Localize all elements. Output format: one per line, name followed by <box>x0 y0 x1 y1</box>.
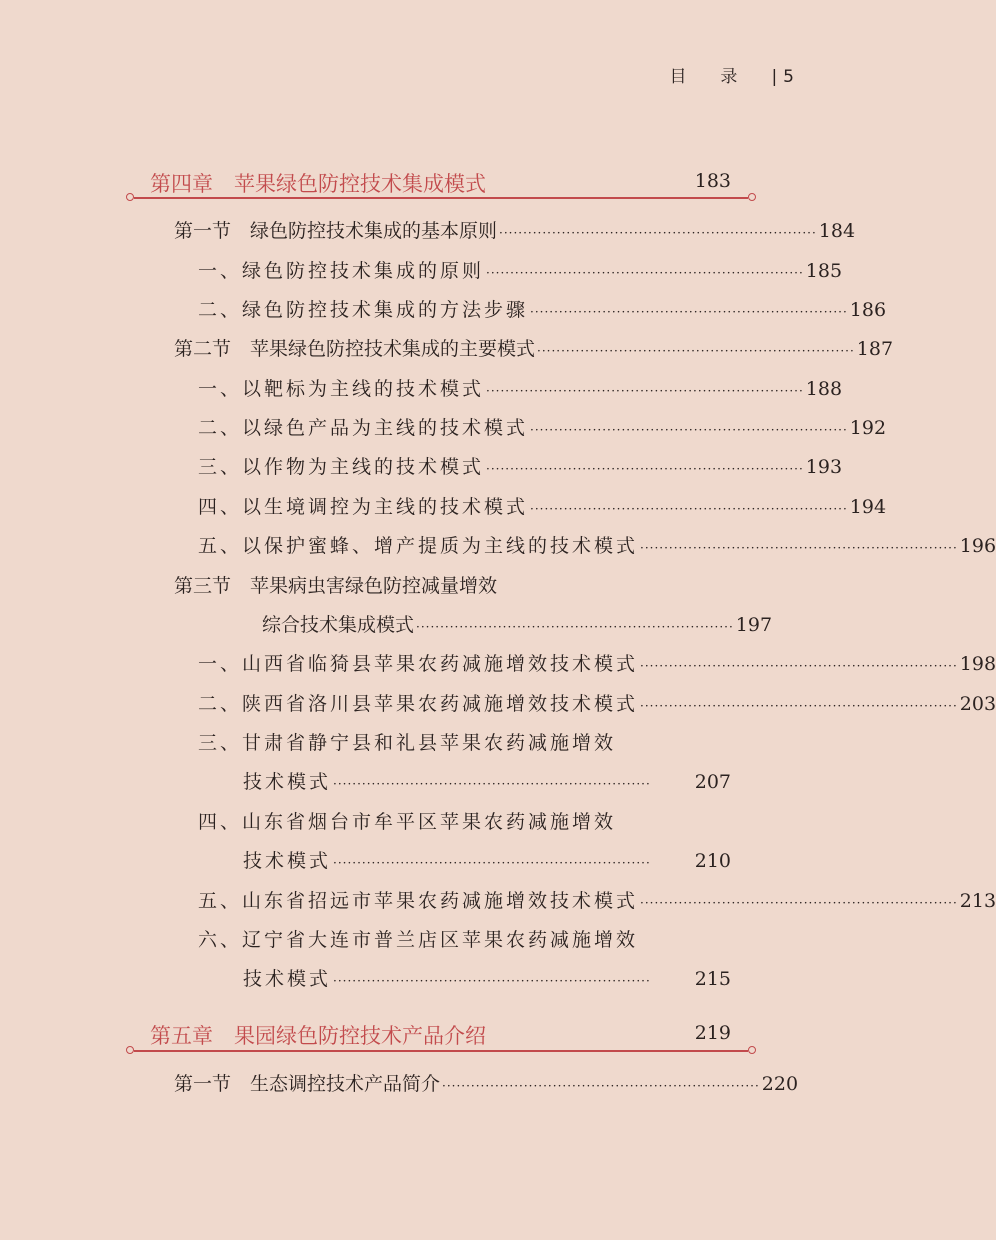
toc-entry-line[interactable]: 第三节 苹果病虫害绿色防控减量增效 <box>174 575 498 597</box>
leader-dots: ·································································· <box>530 305 848 319</box>
entry-title: 第一节 生态调控技术产品简介 <box>174 1073 441 1095</box>
chapter-title: 第四章 苹果绿色防控技术集成模式 <box>150 172 486 196</box>
leader-dots: ·································································· <box>333 856 651 870</box>
toc-entry[interactable] <box>174 1069 799 1099</box>
toc-entry[interactable] <box>198 374 843 404</box>
entry-page-number: 185 <box>805 260 843 282</box>
entry-title: 二、陕西省洛川县苹果农药减施增效技术模式 <box>198 693 639 715</box>
leader-dots: ·································································· <box>486 462 804 476</box>
leader-dots: ·································································· <box>486 266 804 280</box>
entry-page-number: 220 <box>761 1073 799 1095</box>
chapter-title: 第五章 果园绿色防控技术产品介绍 <box>150 1024 486 1048</box>
toc-entry[interactable] <box>198 413 887 443</box>
entry-title: 三、以作物为主线的技术模式 <box>198 456 485 478</box>
leader-dots: ·································································· <box>530 502 848 516</box>
leader-dots: ·································································· <box>530 423 848 437</box>
entry-title: 五、山东省招远市苹果农药减施增效技术模式 <box>198 890 639 912</box>
entry-title: 技术模式 <box>243 771 332 793</box>
entry-page-number: 197 <box>735 614 773 636</box>
entry-title: 四、以生境调控为主线的技术模式 <box>198 496 529 518</box>
entry-page-number: 215 <box>694 968 731 990</box>
entry-page-number: 187 <box>856 338 894 360</box>
entry-title: 第一节 绿色防控技术集成的基本原则 <box>174 220 498 242</box>
entry-title: 一、绿色防控技术集成的原则 <box>198 260 485 282</box>
toc-entry[interactable] <box>174 216 856 246</box>
leader-dots: ·································································· <box>333 777 651 791</box>
leader-dots: ·································································· <box>640 659 958 673</box>
entry-page-number: 188 <box>805 378 843 400</box>
entry-page-number: 207 <box>694 771 731 793</box>
entry-page-number: 186 <box>849 299 887 321</box>
chapter-page-number: 219 <box>694 1022 731 1044</box>
header-divider: | <box>771 67 778 87</box>
entry-title: 五、以保护蜜蜂、增产提质为主线的技术模式 <box>198 535 639 557</box>
entry-page-number: 193 <box>805 456 843 478</box>
leader-dots: ·································································· <box>537 344 855 358</box>
entry-title: 技术模式 <box>243 850 332 872</box>
leader-dots: ·································································· <box>416 620 734 634</box>
chapter-rule <box>134 1050 748 1052</box>
leader-dots: ·································································· <box>640 896 958 910</box>
toc-entry[interactable] <box>174 334 894 364</box>
entry-title: 综合技术集成模式 <box>262 614 415 636</box>
entry-page-number: 213 <box>959 890 996 912</box>
toc-entry-line[interactable]: 六、辽宁省大连市普兰店区苹果农药减施增效 <box>198 929 639 951</box>
toc-entry[interactable] <box>243 846 731 876</box>
toc-entry[interactable] <box>198 531 996 561</box>
running-header <box>669 62 794 87</box>
entry-page-number: 184 <box>818 220 856 242</box>
toc-entry[interactable] <box>198 492 887 522</box>
leader-dots: ·································································· <box>499 226 817 240</box>
toc-entry[interactable] <box>198 649 996 679</box>
entry-title: 技术模式 <box>243 968 332 990</box>
toc-entry[interactable] <box>198 452 843 482</box>
leader-dots: ·································································· <box>640 541 958 555</box>
entry-title: 一、以靶标为主线的技术模式 <box>198 378 485 400</box>
toc-entry-line[interactable]: 四、山东省烟台市牟平区苹果农药减施增效 <box>198 811 617 833</box>
entry-page-number: 194 <box>849 496 887 518</box>
toc-entry[interactable] <box>262 610 773 640</box>
toc-entry[interactable] <box>198 256 843 286</box>
entry-page-number: 192 <box>849 417 887 439</box>
entry-page-number: 203 <box>959 693 996 715</box>
chapter-page-number: 183 <box>694 170 731 192</box>
leader-dots: ·································································· <box>333 974 651 988</box>
toc-entry[interactable] <box>243 767 731 797</box>
leader-dots: ·································································· <box>486 384 804 398</box>
toc-entry[interactable] <box>198 886 996 916</box>
toc-entry-line[interactable]: 三、甘肃省静宁县和礼县苹果农药减施增效 <box>198 732 617 754</box>
leader-dots: ·································································· <box>442 1079 760 1093</box>
entry-title: 一、山西省临猗县苹果农药减施增效技术模式 <box>198 653 639 675</box>
header-page-number: 5 <box>783 67 794 87</box>
toc-entry[interactable] <box>198 689 996 719</box>
toc-entry[interactable] <box>243 964 731 994</box>
entry-title: 第二节 苹果绿色防控技术集成的主要模式 <box>174 338 536 360</box>
entry-page-number: 210 <box>694 850 731 872</box>
chapter-rule <box>134 197 748 199</box>
leader-dots: ·································································· <box>640 699 958 713</box>
entry-title: 二、绿色防控技术集成的方法步骤 <box>198 299 529 321</box>
header-title: 目录 <box>669 67 772 87</box>
entry-title: 二、以绿色产品为主线的技术模式 <box>198 417 529 439</box>
entry-page-number: 196 <box>959 535 996 557</box>
toc-entry[interactable] <box>198 295 887 325</box>
entry-page-number: 198 <box>959 653 996 675</box>
chapter-heading-5[interactable] <box>150 1020 731 1054</box>
